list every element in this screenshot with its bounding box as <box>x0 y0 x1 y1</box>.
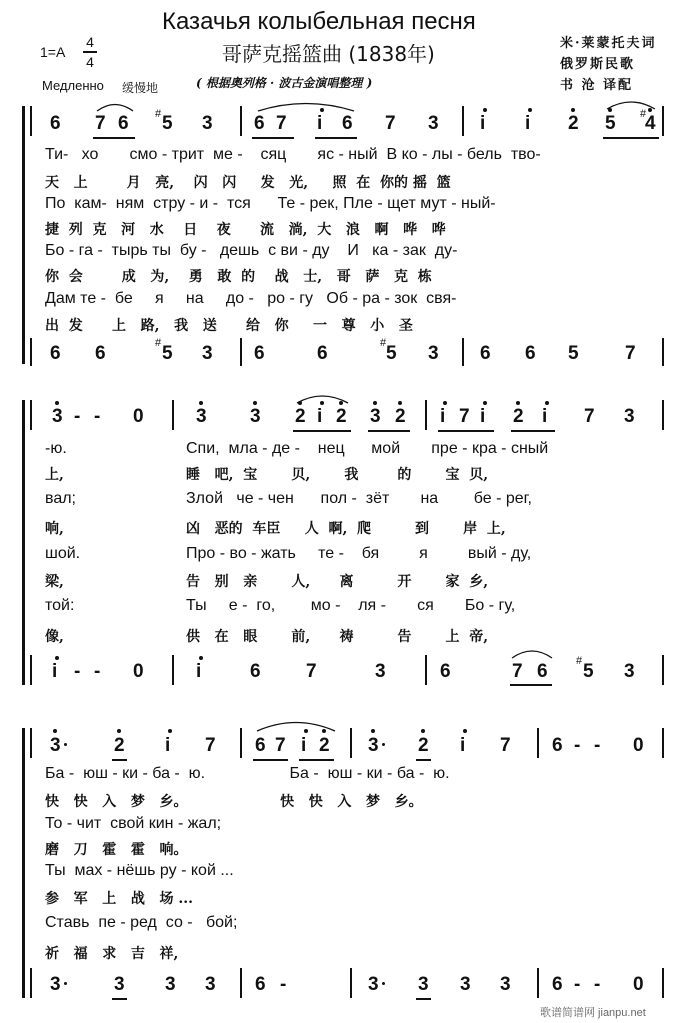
octave-dot <box>398 401 402 405</box>
lyric-line-cn: 捷 列 克 河 水 日 夜 流 淌, 大 浪 啊 哗 哗 <box>45 222 446 238</box>
augmentation-dot <box>382 982 385 985</box>
octave-dot <box>483 401 487 405</box>
barline <box>30 106 32 136</box>
lyric-line-ru: То - чит свой кин - жал; <box>45 815 222 832</box>
barline <box>30 728 32 758</box>
barline <box>240 968 242 998</box>
melody-note: 3 <box>368 735 379 756</box>
bass-note: 0 <box>633 974 644 995</box>
octave-dot <box>421 729 425 733</box>
beam-underline <box>416 759 431 761</box>
bass-note: 6 <box>95 343 106 364</box>
melody-note: 7 <box>459 406 470 427</box>
melody-note: 2 <box>513 406 524 427</box>
melody-note: i <box>301 735 307 756</box>
bass-note: 3 <box>460 974 471 995</box>
melody-note: i <box>165 735 171 756</box>
lyric-line-ru: Ти- хо смо - трит ме - сяц яс - ный В ко - лы - бель тво- <box>45 146 541 163</box>
bass-note: 3 <box>368 974 379 995</box>
credit-lyrics: 米·莱蒙托夫词 <box>560 36 657 51</box>
bass-note: 6 <box>552 974 563 995</box>
beam-underline <box>315 137 357 139</box>
bass-note: 5 <box>568 343 579 364</box>
octave-dot <box>168 729 172 733</box>
bass-note: 3 <box>205 974 216 995</box>
lyric-line-ru: Бо - га - тырь ты бу - дешь с ви - ду И ка - зак ду- <box>45 242 458 259</box>
melody-note: 6 <box>254 113 265 134</box>
lyric-line-ru: Дам те - бе я на до - ро - гу Об - ра - зок свя- <box>45 290 457 307</box>
sharp-sign: # <box>640 108 647 120</box>
bass-note: 5 <box>386 343 397 364</box>
bass-note: 6 <box>50 343 61 364</box>
bass-note: i <box>52 661 58 682</box>
melody-note: 7 <box>276 113 287 134</box>
bass-note: 6 <box>537 661 548 682</box>
barline <box>662 968 664 998</box>
bass-note: 7 <box>306 661 317 682</box>
melody-note: 7 <box>95 113 106 134</box>
octave-dot <box>53 729 57 733</box>
melody-note: 7 <box>500 735 511 756</box>
bass-note: 3 <box>165 974 176 995</box>
melody-note: 2 <box>336 406 347 427</box>
octave-dot <box>55 401 59 405</box>
melody-note: 6 <box>342 113 353 134</box>
melody-note: 4 <box>645 113 656 134</box>
melody-note: 3 <box>624 406 635 427</box>
melody-note: i <box>480 113 486 134</box>
bass-note: 5 <box>583 661 594 682</box>
octave-dot <box>483 108 487 112</box>
system-bracket <box>22 106 25 364</box>
time-signature-bottom: 4 <box>86 53 94 70</box>
beam-underline <box>511 430 555 432</box>
melody-note: 0 <box>133 406 144 427</box>
bass-note: 6 <box>255 974 266 995</box>
barline <box>662 400 664 430</box>
bass-note: - <box>94 661 101 682</box>
sharp-sign: # <box>155 108 162 120</box>
melody-note: 3 <box>428 113 439 134</box>
melody-note: 7 <box>385 113 396 134</box>
lyric-line-cn: 天 上 月 亮, 闪 闪 发 光, 照 在 你的 摇 篮 <box>45 175 451 191</box>
barline <box>30 400 32 430</box>
barline <box>537 728 539 758</box>
melody-note: 3 <box>52 406 63 427</box>
bass-note: 6 <box>250 661 261 682</box>
tempo-russian: Медленно <box>42 78 104 93</box>
barline <box>662 728 664 758</box>
slur <box>256 100 356 112</box>
bass-note: - <box>280 974 287 995</box>
title-russian: Казачья колыбельная песня <box>162 8 476 35</box>
bass-note: 0 <box>133 661 144 682</box>
octave-dot <box>371 729 375 733</box>
lyric-line-ru: Ты мах - нёшь ру - кой ... <box>45 862 234 879</box>
octave-dot <box>373 401 377 405</box>
time-signature-top: 4 <box>86 34 94 50</box>
octave-dot <box>199 656 203 660</box>
melody-note: 2 <box>319 735 330 756</box>
lyric-line-cn: 你 会 成 为, 勇 敢 的 战 士, 哥 萨 克 栋 <box>45 269 432 285</box>
bass-note: i <box>196 661 202 682</box>
lyric-line-cn: 凶 恶的 车臣 人 啊, 爬 到 岸 上, <box>186 521 506 537</box>
barline <box>240 338 242 366</box>
octave-dot <box>545 401 549 405</box>
credit-translation: 书 沧 译配 <box>560 78 634 93</box>
sharp-sign: # <box>155 337 162 349</box>
melody-note: i <box>542 406 548 427</box>
credit-folk: 俄罗斯民歌 <box>560 57 636 72</box>
barline <box>662 655 664 685</box>
slur <box>510 647 554 659</box>
bass-note: 3 <box>428 343 439 364</box>
bass-note: 6 <box>254 343 265 364</box>
bass-note: 5 <box>162 343 173 364</box>
octave-dot <box>55 656 59 660</box>
melody-note: 6 <box>255 735 266 756</box>
lyric-line-start: 上, <box>45 467 64 483</box>
barline <box>662 338 664 366</box>
bass-note: 6 <box>440 661 451 682</box>
octave-dot <box>199 401 203 405</box>
barline <box>240 728 242 758</box>
bass-note: - <box>74 661 81 682</box>
barline <box>537 968 539 998</box>
slur <box>295 392 350 404</box>
lyric-line-cn: 快 快 入 梦 乡。 快 快 入 梦 乡。 <box>45 794 423 810</box>
octave-dot <box>463 729 467 733</box>
bass-note: 3 <box>375 661 386 682</box>
beam-underline <box>112 759 127 761</box>
bass-note: 3 <box>624 661 635 682</box>
barline <box>172 655 174 685</box>
barline <box>425 400 427 430</box>
melody-note: 3 <box>250 406 261 427</box>
lyric-line-cn: 出 发 上 路, 我 送 给 你 一 尊 小 圣 <box>45 318 413 334</box>
melody-note: - <box>94 406 101 427</box>
lyric-line-start: вал; <box>45 490 76 507</box>
watermark: 歌谱简谱网 jianpu.net <box>540 1007 646 1019</box>
lyric-line-start: той: <box>45 597 75 614</box>
melody-note: 2 <box>114 735 125 756</box>
sharp-sign: # <box>576 655 583 667</box>
melody-note: - <box>574 735 581 756</box>
octave-dot <box>528 108 532 112</box>
sharp-sign: # <box>380 337 387 349</box>
lyric-line-start: -ю. <box>45 440 67 457</box>
melody-note: 2 <box>395 406 406 427</box>
beam-underline <box>253 759 288 761</box>
beam-underline <box>368 430 410 432</box>
octave-dot <box>253 401 257 405</box>
augmentation-dot <box>64 982 67 985</box>
bass-note: - <box>594 974 601 995</box>
melody-note: i <box>440 406 446 427</box>
beam-underline <box>93 137 135 139</box>
lyric-line-cn: 睡 吧, 宝 贝, 我 的 宝 贝, <box>186 467 489 483</box>
barline <box>662 106 664 136</box>
lyric-line-cn: 供 在 眼 前, 祷 告 上 帝, <box>186 629 489 645</box>
bass-note: - <box>574 974 581 995</box>
octave-dot <box>443 401 447 405</box>
melody-note: 3 <box>196 406 207 427</box>
bass-note: 6 <box>317 343 328 364</box>
barline <box>425 655 427 685</box>
melody-note: 3 <box>370 406 381 427</box>
melody-note: i <box>460 735 466 756</box>
lyric-line-cn: 参 军 上 战 场 ... <box>45 891 193 907</box>
melody-note: - <box>594 735 601 756</box>
melody-note: 5 <box>162 113 173 134</box>
bass-note: 7 <box>625 343 636 364</box>
barline <box>462 338 464 366</box>
melody-note: 7 <box>205 735 216 756</box>
octave-dot <box>516 401 520 405</box>
lyric-line-cn: 磨 刀 霍 霍 响。 <box>45 842 188 858</box>
melody-note: 7 <box>275 735 286 756</box>
barline <box>30 968 32 998</box>
melody-note: 6 <box>50 113 61 134</box>
barline <box>240 106 242 136</box>
beam-underline <box>438 430 494 432</box>
lyric-line-ru: Спи, мла - де - нец мой пре - кра - сный <box>186 440 549 457</box>
bass-note: 6 <box>480 343 491 364</box>
system-bracket <box>22 728 25 998</box>
melody-note: 3 <box>50 735 61 756</box>
beam-underline <box>510 684 552 686</box>
bass-note: 3 <box>202 343 213 364</box>
octave-dot <box>117 729 121 733</box>
beam-underline <box>252 137 294 139</box>
melody-note: 0 <box>633 735 644 756</box>
melody-note: 6 <box>552 735 563 756</box>
barline <box>30 655 32 685</box>
melody-note: 2 <box>295 406 306 427</box>
lyric-line-cn: 祈 福 求 吉 祥, <box>45 946 179 962</box>
slur <box>255 718 337 732</box>
melody-note: i <box>525 113 531 134</box>
lyric-line-ru: Ба - юш - ки - ба - ю. Ба - юш - ки - ба - ю. <box>45 765 450 782</box>
melody-note: 2 <box>418 735 429 756</box>
bass-note: 3 <box>114 974 125 995</box>
melody-note: 5 <box>605 113 616 134</box>
key-signature: 1=A <box>40 44 66 60</box>
lyric-line-ru: По кам- ням стру - и - тся Те - рек, Пле - щет мут - ный- <box>45 195 496 212</box>
beam-underline <box>416 998 431 1000</box>
augmentation-dot <box>382 743 385 746</box>
lyric-line-start: 响, <box>45 521 64 537</box>
melody-note: 7 <box>584 406 595 427</box>
bass-note: 3 <box>50 974 61 995</box>
lyric-line-ru: Про - во - жать те - бя я вый - ду, <box>186 545 532 562</box>
octave-dot <box>571 108 575 112</box>
barline <box>172 400 174 430</box>
bass-note: 3 <box>418 974 429 995</box>
lyric-line-start: шой. <box>45 545 81 562</box>
title-chinese: 哥萨克摇篮曲 (1838年) <box>222 42 435 66</box>
beam-underline <box>299 759 334 761</box>
beam-underline <box>293 430 351 432</box>
melody-note: i <box>317 113 323 134</box>
bass-note: 7 <box>512 661 523 682</box>
barline <box>350 968 352 998</box>
system-bracket <box>22 400 25 685</box>
lyric-line-ru: Ставь пе - ред со - бой; <box>45 914 238 931</box>
lyric-line-ru: Злой че - чен пол - зёт на бе - рег, <box>186 490 532 507</box>
beam-underline <box>112 998 127 1000</box>
melody-note: i <box>480 406 486 427</box>
lyric-line-start: 梁, <box>45 574 64 590</box>
barline <box>30 338 32 366</box>
lyric-line-cn: 告 别 亲 人, 离 开 家 乡, <box>186 574 489 590</box>
melody-note: 6 <box>118 113 129 134</box>
tempo-chinese: 缓慢地 <box>122 81 159 95</box>
time-signature <box>83 34 97 70</box>
bass-note: 3 <box>500 974 511 995</box>
slur <box>605 98 657 110</box>
lyric-line-start: 像, <box>45 629 64 645</box>
melody-note: i <box>317 406 323 427</box>
melody-note: - <box>74 406 81 427</box>
bass-note: 6 <box>525 343 536 364</box>
augmentation-dot <box>64 743 67 746</box>
barline <box>462 106 464 136</box>
lyric-line-ru: Ты е - го, мо - ля - ся Бо - гу, <box>186 597 516 614</box>
melody-note: 3 <box>202 113 213 134</box>
beam-underline <box>603 137 659 139</box>
melody-note: 2 <box>568 113 579 134</box>
barline <box>350 728 352 758</box>
slur <box>95 100 135 112</box>
arrangement-note: ( 根据奥列格 · 波古金演唱整理 ) <box>196 76 373 90</box>
